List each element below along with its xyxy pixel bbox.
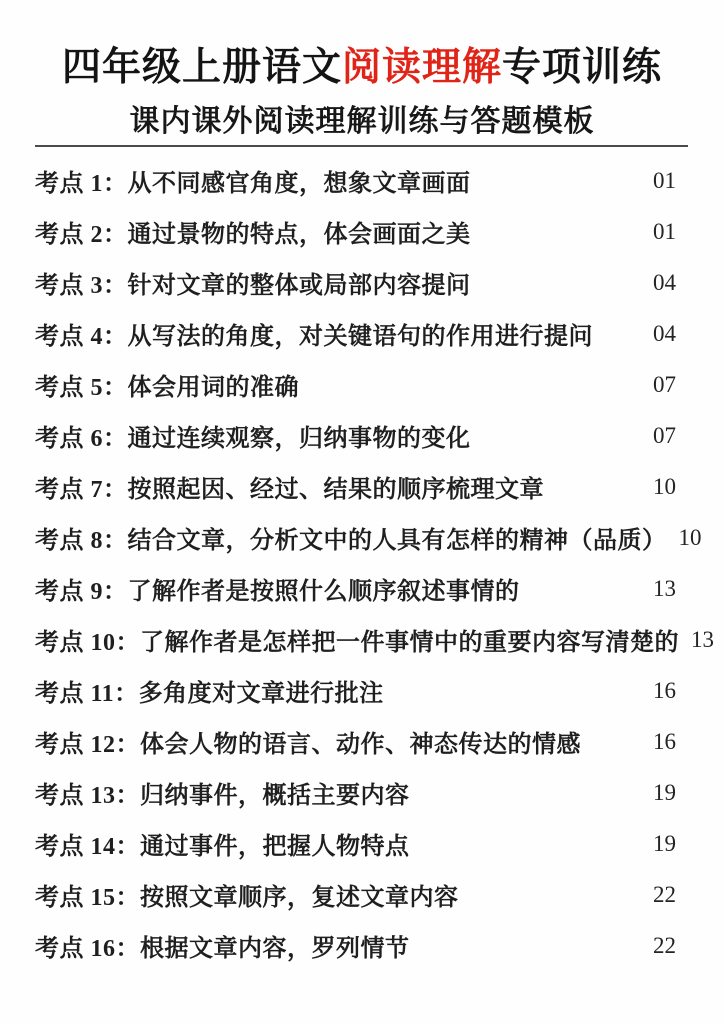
toc-row — [0, 920, 724, 971]
toc-item-label: 考点 12：体会人物的语言、动作、神态传达的情感 — [35, 732, 581, 758]
toc-row — [0, 665, 724, 716]
toc-list — [0, 155, 724, 971]
toc-row — [0, 461, 724, 512]
toc-row — [0, 155, 724, 206]
toc-item-page: 13 — [653, 575, 676, 601]
title-prefix: 四年级上册语文 — [61, 46, 342, 89]
toc-item-page: 16 — [653, 728, 676, 754]
toc-row — [0, 308, 724, 359]
page-subtitle: 课内课外阅读理解训练与答题模板 — [129, 105, 595, 138]
toc-item-page: 10 — [653, 473, 676, 499]
toc-item-page: 07 — [653, 371, 676, 397]
toc-item-label: 考点 2：通过景物的特点，体会画面之美 — [35, 222, 471, 248]
toc-item-label: 考点 6：通过连续观察，归纳事物的变化 — [35, 426, 471, 452]
toc-item-label: 考点 14：通过事件，把握人物特点 — [35, 834, 410, 860]
toc-item-page: 13 — [691, 626, 714, 652]
toc-row — [0, 206, 724, 257]
toc-item-label: 考点 13：归纳事件，概括主要内容 — [35, 783, 410, 809]
toc-item-label: 考点 16：根据文章内容，罗列情节 — [35, 936, 410, 962]
toc-row — [0, 563, 724, 614]
toc-row — [0, 512, 724, 563]
page-title — [0, 36, 724, 92]
toc-item-page: 22 — [653, 881, 676, 907]
toc-item-label: 考点 5：体会用词的准确 — [35, 375, 299, 401]
toc-item-page: 01 — [653, 218, 676, 244]
toc-row — [0, 767, 724, 818]
toc-item-page: 19 — [653, 779, 676, 805]
toc-row — [0, 818, 724, 869]
title-highlight: 阅读理解 — [341, 46, 502, 89]
toc-item-label: 考点 10：了解作者是怎样把一件事情中的重要内容写清楚的 — [35, 630, 679, 656]
toc-row — [0, 869, 724, 920]
toc-item-page: 16 — [653, 677, 676, 703]
divider-line — [35, 145, 688, 147]
title-suffix: 专项训练 — [502, 46, 663, 89]
toc-row — [0, 359, 724, 410]
toc-item-page: 07 — [653, 422, 676, 448]
toc-item-label: 考点 4：从写法的角度，对关键语句的作用进行提问 — [35, 324, 593, 350]
toc-item-page: 22 — [653, 932, 676, 958]
toc-item-label: 考点 1：从不同感官角度，想象文章画面 — [35, 171, 471, 197]
toc-item-page: 04 — [653, 269, 676, 295]
toc-item-label: 考点 7：按照起因、经过、结果的顺序梳理文章 — [35, 477, 544, 503]
toc-item-label: 考点 11：多角度对文章进行批注 — [35, 681, 384, 707]
toc-item-label: 考点 8：结合文章，分析文中的人具有怎样的精神（品质） — [35, 528, 667, 554]
toc-row — [0, 410, 724, 461]
toc-row — [0, 716, 724, 767]
toc-row — [0, 614, 724, 665]
toc-row — [0, 257, 724, 308]
toc-item-page: 10 — [678, 524, 702, 550]
toc-item-label: 考点 3：针对文章的整体或局部内容提问 — [35, 273, 471, 299]
toc-item-page: 19 — [653, 830, 676, 856]
toc-item-page: 04 — [653, 320, 676, 346]
toc-item-label: 考点 15：按照文章顺序，复述文章内容 — [35, 885, 459, 911]
toc-item-label: 考点 9：了解作者是按照什么顺序叙述事情的 — [35, 579, 520, 605]
toc-item-page: 01 — [653, 167, 676, 193]
